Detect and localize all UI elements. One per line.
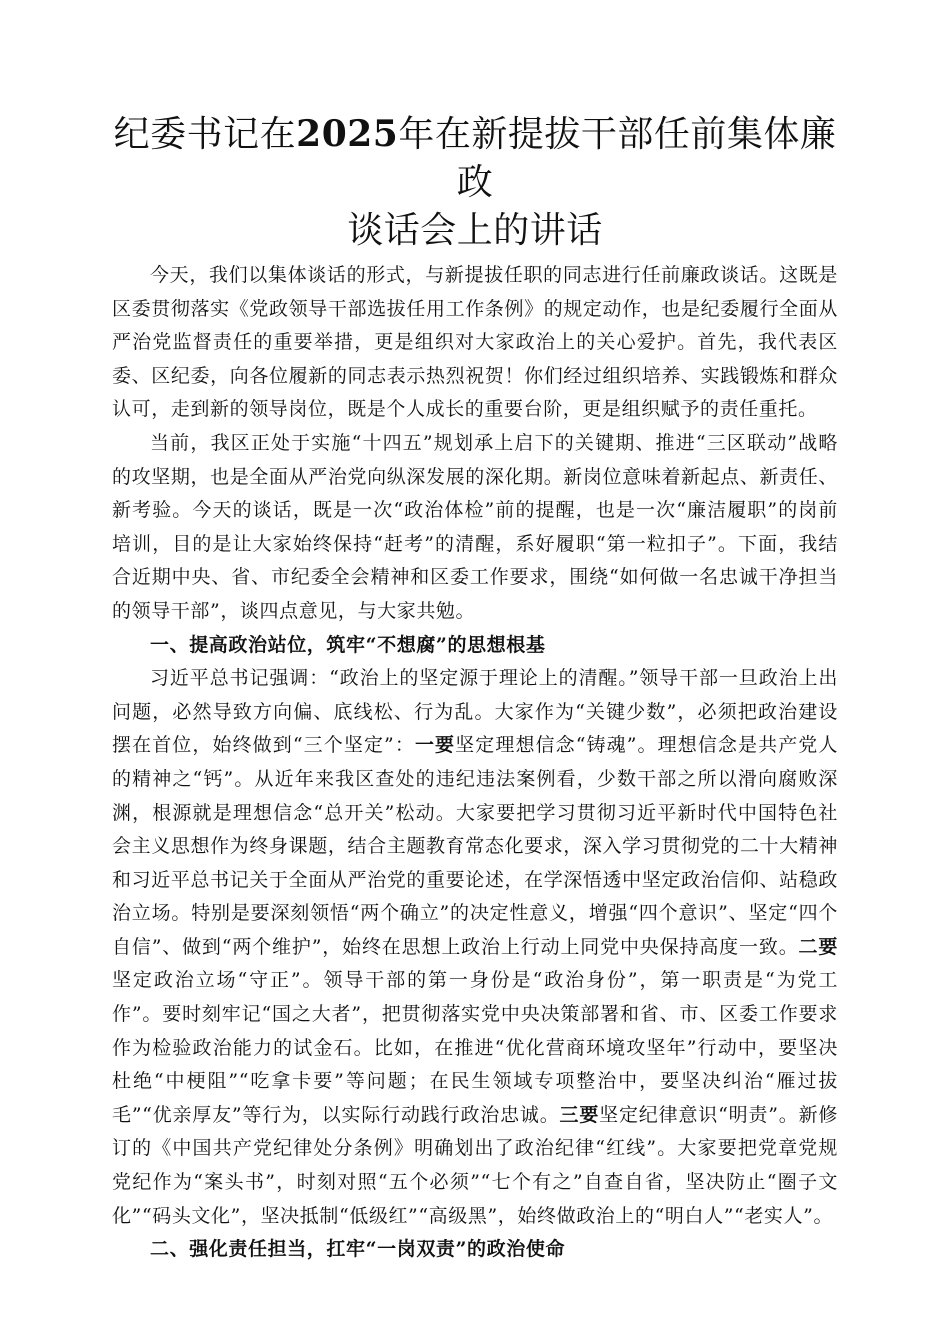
paragraph-context: 当前，我区正处于实施“十四五”规划承上启下的关键期、推进“三区联动”战略的攻坚期，也是全面从严治党向纵深发展的深化期。新岗位意味着新起点、新责任、新考验。今天的谈话，既是一次“政治体检”前的提醒，也是一次“廉洁履职”的岗前培训，目的是让大家始终保持“赶考”的清醒，系好履职“第一粒扣子”。下面，我结合近期中央、省、市纪委全会精神和区委工作要求，围绕“如何做一名忠诚干净担当的领导干部”，谈四点意见，与大家共勉。 xyxy=(112,431,838,622)
title-year: 2025 xyxy=(296,113,399,155)
lead-phrase-2: 二要 xyxy=(798,935,838,958)
paragraph-text: 坚定纪律意识“明责”。新修订的《中国共产党纪律处分条例》明确划出了政治纪律“红线”。大家要把党章党规党纪作为“案头书”，时刻对照“五个必须”“七个有之”自查自省，坚决防止“圈子文化”“码头文化”，坚决抵制“低级红”“高级黑”，始终做政治上的“明白人”“老实人”。 xyxy=(112,1103,838,1227)
paragraph-text: 坚定理想信念“铸魂”。理想信念是共产党人的精神之“钙”。从近年来我区查处的违纪违法案例看，少数干部之所以滑向腐败深渊，根源就是理想信念“总开关”松动。大家要把学习贯彻习近平新时代中国特色社会主义思想作为终身课题，结合主题教育常态化要求，深入学习贯彻党的二十大精神和习近平总书记关于全面从严治党的重要论述，在学深悟透中坚定政治信仰、站稳政治立场。特别是要深刻领悟“两个确立”的决定性意义，增强“四个意识”、坚定“四个自信”、做到“两个维护”，始终在思想上政治上行动上同党中央保持高度一致。 xyxy=(112,734,838,958)
document-title xyxy=(112,110,838,255)
document-page xyxy=(112,110,838,1267)
section-heading-2: 二、强化责任担当，扛牢“一岗双责”的政治使命 xyxy=(150,1238,566,1261)
paragraph-text: 坚定政治立场“守正”。领导干部的第一身份是“政治身份”，第一职责是“为党工作”。要时刻牢记“国之大者”，把贯彻落实党中央决策部署和省、市、区委工作要求作为检验政治能力的试金石。比如，在推进“优化营商环境攻坚年”行动中，要坚决杜绝“中梗阻”“吃拿卡要”等问题；在民生领域专项整治中，要坚决纠治“雁过拔毛”“优亲厚友”等行为，以实际行动践行政治忠诚。 xyxy=(112,969,838,1126)
lead-phrase-1: 一要 xyxy=(414,734,456,757)
title-text-post: 年在新提拔干部任前集体廉政 xyxy=(398,114,837,203)
title-line-1 xyxy=(112,110,838,207)
lead-phrase-3: 三要 xyxy=(559,1103,600,1126)
title-text-pre: 纪委书记在 xyxy=(113,114,297,155)
section-heading-1: 一、提高政治站位，筑牢“不想腐”的思想根基 xyxy=(150,633,546,656)
paragraph-text: 习近平总书记强调：“政治上的坚定源于理论上的清醒。”领导干部一旦政治上出问题，必然导致方向偏、底线松、行为乱。大家作为“关键少数”，必须把政治建设摆在首位，始终做到“三个坚定”： xyxy=(112,667,838,757)
title-line-2: 谈话会上的讲话 xyxy=(347,210,603,251)
paragraph-section-1 xyxy=(112,662,838,1233)
paragraph-intro: 今天，我们以集体谈话的形式，与新提拔任职的同志进行任前廉政谈话。这既是区委贯彻落实《党政领导干部选拔任用工作条例》的规定动作，也是纪委履行全面从严治党监督责任的重要举措，更是组织对大家政治上的关心爱护。首先，我代表区委、区纪委，向各位履新的同志表示热烈祝贺！你们经过组织培养、实践锻炼和群众认可，走到新的领导岗位，既是个人成长的重要台阶，更是组织赋予的责任重托。 xyxy=(112,264,838,421)
